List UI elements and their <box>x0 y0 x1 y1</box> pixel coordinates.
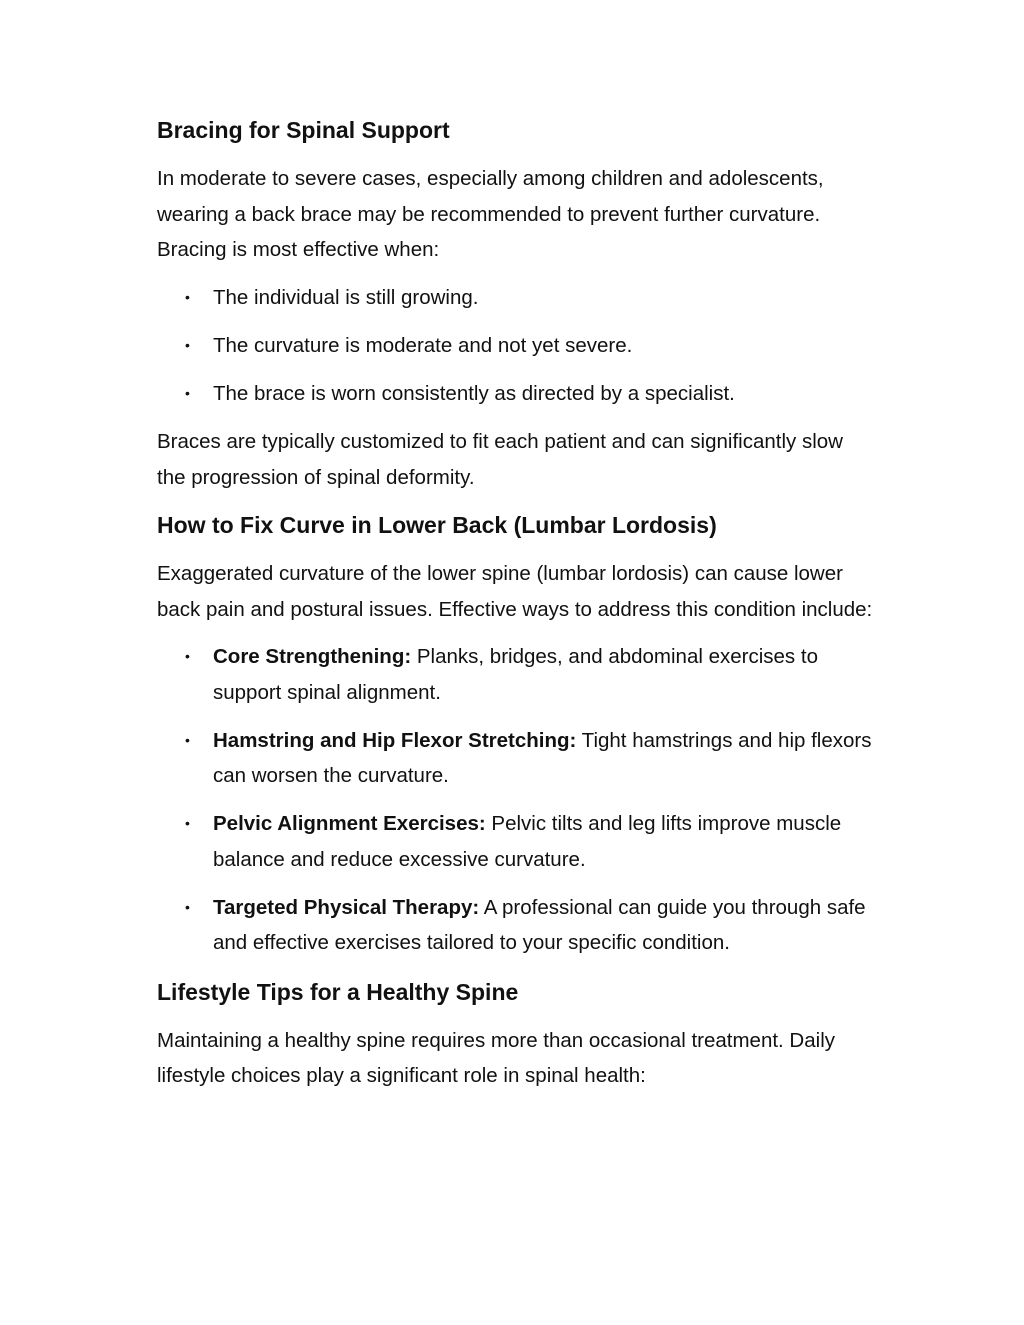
list-item-text: A professional can guide you through safe and effective exercises tailored to your specific condition. <box>213 895 866 954</box>
section-intro: Exaggerated curvature of the lower spine (lumbar lordosis) can cause lower back pain and postural issues. Effective ways to address this condition include: <box>157 562 873 621</box>
list-item <box>157 806 877 877</box>
bullet-icon: • <box>185 898 190 915</box>
list-item-label: Core Strengthening: <box>213 645 412 668</box>
bullet-list <box>157 639 877 961</box>
section-bracing <box>157 112 877 495</box>
section-lumbar-lordosis <box>157 507 877 961</box>
list-item-text: The individual is still growing. <box>213 285 479 309</box>
bullet-icon: • <box>185 336 190 353</box>
list-item-text: Planks, bridges, and abdominal exercises to support spinal alignment. <box>213 645 818 704</box>
list-item <box>157 376 877 412</box>
bullet-list <box>157 280 877 412</box>
bullet-icon: • <box>185 648 190 664</box>
list-item-label: Hamstring and Hip Flexor Stretching: <box>213 728 577 752</box>
document-page <box>157 112 877 1106</box>
list-item-label: Targeted Physical Therapy: <box>213 895 480 919</box>
list-item-text: Pelvic tilts and leg lifts improve muscle balance and reduce excessive curvature. <box>213 812 842 871</box>
list-item <box>157 723 877 794</box>
list-item <box>157 280 877 316</box>
section-lifestyle-tips <box>157 974 877 1094</box>
bullet-icon: • <box>185 288 190 305</box>
list-item-text: The brace is worn consistently as directed by a specialist. <box>213 381 735 405</box>
list-item-text: The curvature is moderate and not yet severe. <box>213 333 633 357</box>
bullet-icon: • <box>185 731 190 748</box>
section-intro: Maintaining a healthy spine requires more than occasional treatment. Daily lifestyle choices play a significant role in spinal health: <box>157 1028 836 1087</box>
section-outro: Braces are typically customized to fit each patient and can significantly slow the progression of spinal deformity. <box>157 430 843 489</box>
bullet-icon: • <box>185 815 190 831</box>
section-intro: In moderate to severe cases, especially among children and adolescents, wearing a back brace may be recommended to prevent further curvature. Bracing is most effective when: <box>157 167 824 261</box>
list-item <box>157 328 877 364</box>
list-item-label: Pelvic Alignment Exercises: <box>213 812 486 835</box>
list-item-text: Tight hamstrings and hip flexors can worsen the curvature. <box>213 728 872 787</box>
list-item <box>157 890 877 961</box>
section-heading: Lifestyle Tips for a Healthy Spine <box>157 978 519 1005</box>
list-item <box>157 639 877 710</box>
section-heading: Bracing for Spinal Support <box>157 117 450 143</box>
section-heading: How to Fix Curve in Lower Back (Lumbar Lordosis) <box>157 512 717 538</box>
bullet-icon: • <box>185 384 190 401</box>
